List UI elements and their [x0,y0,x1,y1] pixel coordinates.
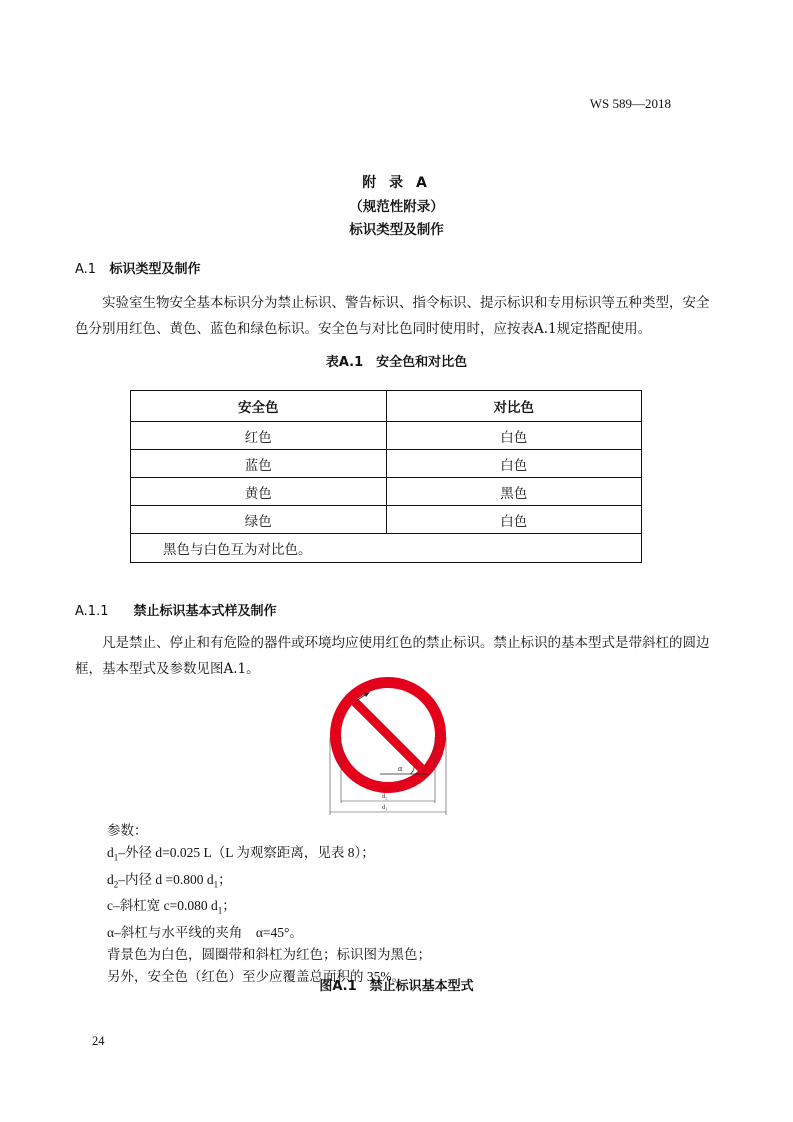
table-row [131,422,642,450]
safety-color-cell: 红色 [131,422,387,450]
params-title: 参数： [107,823,148,838]
color-table [130,390,642,563]
table-header-row [131,391,642,422]
appendix-name: 标识类型及制作 [349,222,444,238]
table-row [131,506,642,534]
parameters-block [107,820,431,988]
section-a1-number: A.1 [75,262,97,277]
section-a1-heading [75,258,201,277]
appendix-title: 附 录 A [362,175,431,191]
contrast-color-cell: 白色 [386,422,642,450]
prohibition-sign-figure [318,675,468,820]
param-slash-width: c–斜杠宽 c=0.080 $d_1$； [107,898,236,917]
alpha-label: α [398,764,403,773]
table-note: 黑色与白色互为对比色。 [131,534,642,563]
param-colors: 背景色为白色，圆圈带和斜杠为红色；标识图为黑色； [107,947,431,963]
param-angle: α–斜杠与水平线的夹角 α=45°。 [107,925,303,941]
section-a11-heading [75,600,277,619]
red-slash [348,695,428,775]
param-outer-diameter: $d_1-$外径 d=0.025 L（L 为观察距离，见表 8）； [107,845,375,863]
section-a1-paragraph: 实验室生物安全基本标识分为禁止标识、警告标识、指令标识、提示标识和专用标识等五种类型，安全色分别用红色、黄色、蓝色和绿色标识。安全色与对比色同时使用时，应按表A.1规定搭配使用。 [75,295,710,337]
table-a1-caption: 表A.1 安全色和对比色 [325,355,468,370]
section-a11-number: A.1.1 [75,604,109,619]
header-contrast-color: 对比色 [386,391,642,422]
table-note-row [131,534,642,563]
contrast-color-cell: 白色 [386,506,642,534]
page-number: 24 [92,1034,105,1048]
d2-label: d₂ [382,793,388,800]
section-a1-title: 标识类型及制作 [109,262,201,277]
param-inner-diameter: $d_2-$内径 d =0.800 $d_1$； [107,871,232,890]
table-row [131,478,642,506]
section-a11-title: 禁止标识基本式样及制作 [133,604,277,619]
header-safety-color: 安全色 [131,391,387,422]
section-a11-paragraph: 凡是禁止、停止和有危险的器件或环境均应使用红色的禁止标识。禁止标识的基本型式是带斜杠的圆边框，基本型式及参数见图A.1。 [75,635,710,677]
section-a1-body [75,290,720,342]
param-coverage: 另外，安全色（红色）至少应覆盖总面积的 35%。 [107,969,406,985]
contrast-color-cell: 黑色 [386,478,642,506]
angle-arc [410,767,414,774]
contrast-color-cell: 白色 [386,450,642,478]
table-row [131,450,642,478]
appendix-type: （规范性附录） [349,199,444,215]
safety-color-cell: 黄色 [131,478,387,506]
safety-color-cell: 蓝色 [131,450,387,478]
red-slash-group [348,695,428,775]
safety-color-cell: 绿色 [131,506,387,534]
d1-label: d₁ [382,804,388,811]
figure-a1-caption: 图A.1 禁止标识基本型式 [319,979,474,994]
standard-number: WS 589—2018 [589,96,671,111]
